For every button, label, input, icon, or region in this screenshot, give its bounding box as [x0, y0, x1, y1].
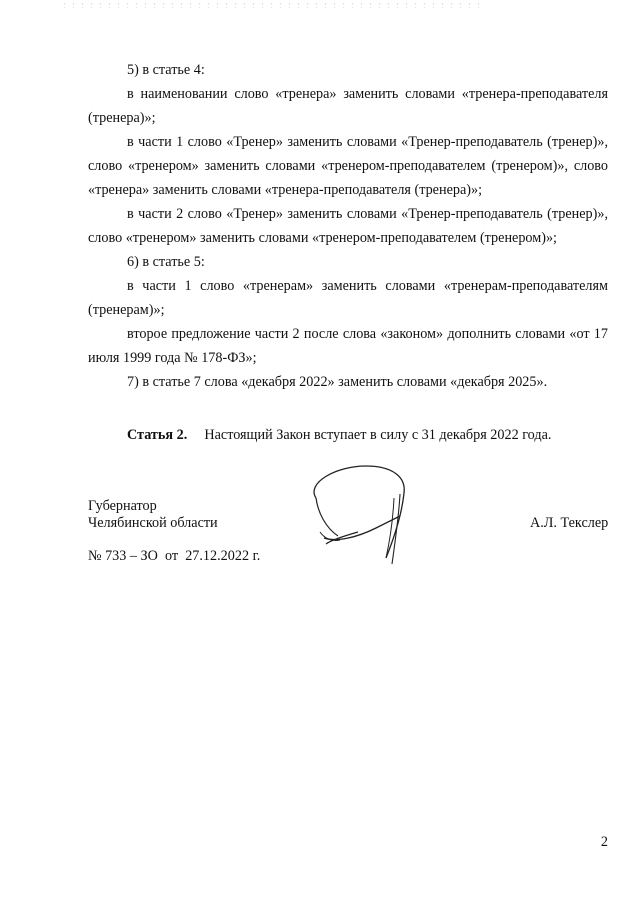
article-2-label: Статья 2. — [127, 427, 188, 443]
amendment-paragraph: в части 2 слово «Тренер» заменить словами «Тренер-преподаватель (тренер)», слово «тренером» заменить словами «тренером-преподавателем (тренером)»; — [88, 206, 608, 246]
signer-name: А.Л. Текслер — [530, 515, 609, 531]
scan-artifact — [60, 2, 480, 8]
amendment-item-6-header: 6) в статье 5: — [127, 254, 205, 270]
amendment-paragraph: в наименовании слово «тренера» заменить словами «тренера-преподавателя (тренера)»; — [88, 86, 608, 126]
page-number: 2 — [600, 834, 608, 850]
law-number: № 733 – ЗО от 27.12.2022 г. — [88, 548, 261, 564]
signer-position-line2: Челябинской области — [88, 515, 218, 531]
amendment-item-5-header: 5) в статье 4: — [127, 62, 205, 78]
article-2 — [127, 426, 551, 444]
amendment-item-7: 7) в статье 7 слова «декабря 2022» заменить словами «декабря 2025». — [127, 374, 548, 390]
amendment-paragraph: в части 1 слово «Тренер» заменить словами «Тренер-преподаватель (тренер)», слово «тренером» заменить словами «тренером-преподавателем (тренером)», слово «тренера» заменить словами «тренера-преподавателя (тренера)»; — [88, 134, 608, 198]
amendment-paragraph: в части 1 слово «тренерам» заменить словами «тренерам-преподавателям (тренерам)»; — [88, 278, 608, 318]
amendment-paragraph: второе предложение части 2 после слова «законом» дополнить словами «от 17 июля 1999 года № 178-ФЗ»; — [88, 326, 608, 366]
handwritten-signature — [296, 458, 426, 570]
signer-position-line1: Губернатор — [88, 498, 157, 514]
article-2-text: Настоящий Закон вступает в силу с 31 декабря 2022 года. — [204, 427, 552, 443]
